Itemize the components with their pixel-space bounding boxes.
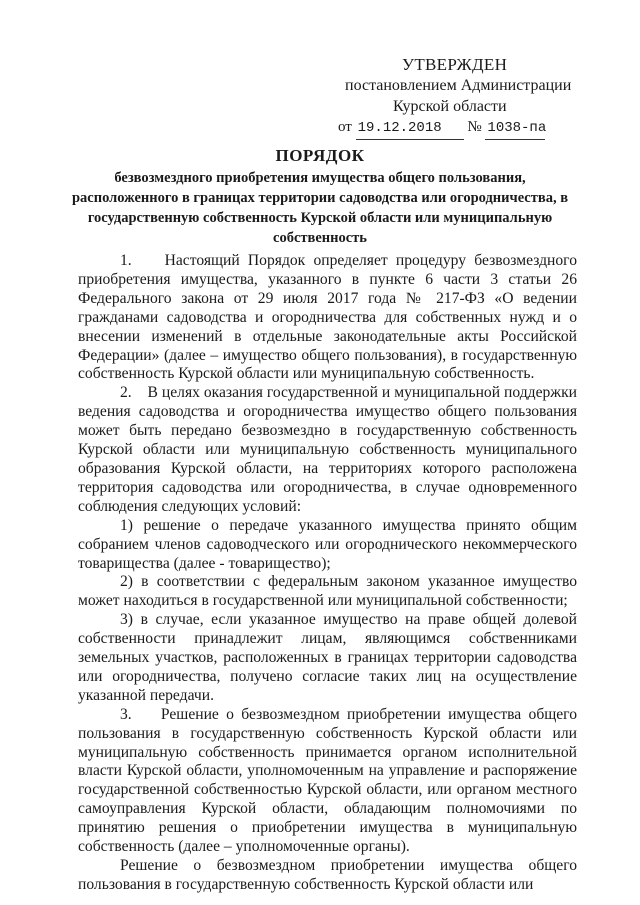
number-prefix: № <box>467 119 482 135</box>
paragraph-2-item-3: 3) в случае, если указанное имущество на праве общей долевой собственности принадлежит лицам, являющимся собственниками земельных участков, расположенных в границах территории садоводства или огородничества, получено согласие таких лиц на осуществление указанной передачи. <box>78 611 577 704</box>
document-title <box>60 146 580 248</box>
paragraph-3: 3. Решение о безвозмездном приобретении имущества общего пользования в государственную собственность Курской области или муниципальную собственность принимается органом исполнительной власти Курской области, уполномоченным на управление и распоряжение государственной собственностью Курской области, или органом местного самоуправления Курской области, обладающим полномочиями по принятию решения о приобретении имущества в муниципальную собственность (далее – уполномоченные органы). <box>78 705 577 856</box>
paragraph-3-continued: Решение о безвозмездном приобретении имущества общего пользования в государственную собственность Курской области или <box>78 857 577 893</box>
paragraph-2: 2. В целях оказания государственной и муниципальной поддержки ведения садоводства и огородничества имущество общего пользования может быть передано безвозмездно в государственную собственность Курской области или муниципальную собственность муниципального образования Курской области, на территориях которого расположена территория садоводства или огородничества, в случае одновременного соблюдения следующих условий: <box>78 384 577 515</box>
approval-number: 1038-па <box>485 118 545 140</box>
approval-date-line <box>338 117 578 140</box>
title-main: ПОРЯДОК <box>275 146 365 165</box>
approval-heading: УТВЕРЖДЕН <box>402 55 508 74</box>
document-body <box>78 252 577 895</box>
approval-date: 19.12.2018 <box>356 118 464 140</box>
paragraph-2-item-2: 2) в соответствии с федеральным законом указанное имущество может находиться в государственной или муниципальной собственности; <box>78 573 577 610</box>
approval-line-2: Курской области <box>393 98 507 115</box>
approval-stamp <box>338 54 578 140</box>
date-prefix: от <box>338 119 352 135</box>
paragraph-1: 1. Настоящий Порядок определяет процедуру безвозмездного приобретения имущества, указанного в пункте 6 части 3 статьи 26 Федерального закона от 29 июля 2017 года № 217-ФЗ «О ведении гражданами садоводства и огородничества для собственных нужд и о внесении изменений в отдельные законодательные акты Российской Федерации» (далее – имущество общего пользования), в государственную собственность Курской области или муниципальную собственность. <box>78 252 577 383</box>
approval-line-1: постановлением Администрации <box>345 77 572 94</box>
paragraph-2-item-1: 1) решение о передаче указанного имущества принято общим собранием членов садоводческого или огороднического некоммерческого товарищества (далее - товарищество); <box>78 516 577 572</box>
title-subtitle: безвозмездного приобретения имущества общего пользования, расположенного в границах территории садоводства или огородничества, в государственную собственность Курской области или муниципальную собственность <box>71 170 569 246</box>
